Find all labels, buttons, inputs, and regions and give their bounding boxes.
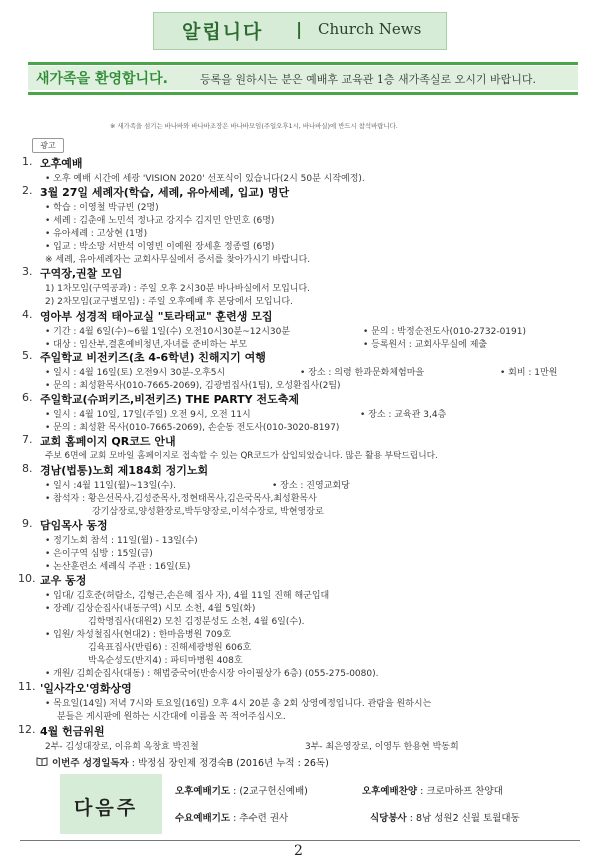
section-title: 오후예배	[40, 157, 83, 170]
section-line: • 장례/ 김상순집사(내동구역) 시모 소천, 4월 5일(화)	[45, 604, 256, 614]
section-line: • 문의 : 최성환 목사(010-7665-2069), 손순동 전도사(010-3020-8197)	[45, 423, 340, 433]
section-line: • 일시 : 4월 16일(토) 오전9시 30분-오후5시	[45, 368, 226, 378]
section-title: 경남(법통)노회 제184회 정기노회	[40, 464, 209, 477]
section-line: 강기삼장로,양성환장로,박두양장로,이석수장로, 박현영장로	[92, 507, 324, 517]
wednesday-prayer-key: 수요예배기도	[175, 813, 231, 824]
section-number: 8.	[22, 462, 33, 475]
section-number: 4.	[22, 308, 33, 321]
afternoon-prayer	[175, 783, 308, 797]
section-line: • 은이구역 심방 : 15일(금)	[45, 549, 153, 559]
section-line: 분들은 게시판에 원하는 시간대에 이름을 꼭 적어주십시오.	[57, 712, 286, 722]
section-line: • 장소 : 진영교회당	[272, 481, 350, 491]
section-line: 2부- 김성대장로, 이유희 옥창효 박진철	[45, 742, 199, 752]
afternoon-praise-key: 오후예배찬양	[362, 786, 418, 797]
section-line: • 개원/ 김희순집사(대동) : 해법중국어(반송시장 아이필상가 6층) (055-275-0080).	[45, 669, 379, 679]
title-separator: |	[296, 20, 303, 40]
banner-rule-bottom	[28, 92, 578, 95]
section-title: 구역장,권찰 모임	[40, 267, 123, 280]
section-line: • 회비 : 1만원	[500, 368, 558, 378]
section-number: 12.	[18, 723, 36, 736]
section-line: • 장소 : 교육관 3,4층	[360, 410, 447, 420]
next-week-label: 다음주	[74, 797, 139, 819]
section-line: • 대상 : 임산부,결혼예비청년,자녀를 준비하는 부모	[45, 340, 248, 350]
section-line: • 목요일(14일) 저녁 7시와 토요일(16일) 오후 4시 20분 총 2회 상영예정입니다. 관람을 원하시는	[45, 699, 432, 709]
footer-rule	[20, 840, 580, 841]
section-number: 9.	[22, 517, 33, 530]
section-line: • 세례 : 김춘애 노민석 정나교 강지수 김지민 안민호 (6명)	[45, 216, 275, 226]
section-line: ※ 세례, 유아세례자는 교회사무실에서 증서를 찾아가시기 바랍니다.	[45, 255, 311, 265]
section-title: 교회 홈페이지 QR코드 안내	[40, 435, 176, 448]
section-line: • 입대/ 김호준(허람소, 김형근,손은혜 집사 자), 4월 11일 진해 해군입대	[45, 591, 330, 601]
section-title: '일사각오'영화상영	[40, 682, 132, 695]
page-number: 2	[294, 843, 303, 859]
section-line: 박옥순성도(반지4) : 파티마병원 408호	[88, 656, 243, 666]
section-line: 김학명집사(대원2) 모친 김정분성도 소천, 4월 6일(수).	[88, 617, 305, 627]
section-number: 5.	[22, 349, 33, 362]
section-number: 11.	[18, 680, 36, 693]
section-line: 김육표집사(반림6) : 진해세광병원 606호	[88, 643, 252, 653]
section-line: • 논산훈련소 세례식 주관 : 16일(토)	[45, 562, 191, 572]
bible-reading-line	[52, 755, 329, 769]
bible-reading-value: : 박정심 장인제 정경숙B (2016년 누적 : 26독)	[131, 758, 329, 769]
section-title: 4월 헌금위원	[40, 725, 105, 738]
section-line: • 오후 예배 시간에 세광 'VISION 2020' 선포식이 있습니다(2시 50분 시작예정).	[45, 174, 365, 184]
ad-badge: 광고	[32, 138, 64, 153]
section-line: • 문의 : 박정순전도사(010-2732-0191)	[363, 327, 526, 337]
welcome-heading: 새가족을 환영합니다.	[36, 71, 168, 87]
meal-service	[370, 810, 520, 824]
section-title: 영아부 성경적 태아교실 "토라태교" 훈련생 모집	[40, 310, 273, 323]
section-line: 2) 2차모임(교구별모임) : 주일 오후예배 후 본당에서 모입니다.	[45, 297, 293, 307]
section-line: • 등록원서 : 교회사무실에 제출	[363, 340, 488, 350]
wednesday-prayer	[175, 810, 288, 824]
afternoon-prayer-value: : (2교구헌신예배)	[233, 786, 308, 797]
section-number: 10.	[18, 572, 36, 585]
section-line: 1) 1차모임(구역공과) : 주일 오후 2시30분 바나바실에서 모입니다.	[45, 284, 311, 294]
section-line: • 참석자 : 황은선목사,김성준목사,정현태목사,김은국목사,최성환목사	[45, 494, 317, 504]
meal-service-value: : 8남 성원2 신월 토월대동	[409, 813, 520, 824]
section-line: 주보 6면에 교회 모바일 홈페이지로 접속할 수 있는 QR코드가 삽입되었습니다. 많은 활용 부탁드립니다.	[45, 451, 438, 461]
section-line: • 입원/ 차성철집사(현대2) : 한마음병원 709호	[45, 630, 232, 640]
bible-reading-label: 이번주 성경일독자	[52, 758, 129, 769]
section-number: 7.	[22, 433, 33, 446]
section-line: • 장소 : 의령 한과문화체험마을	[300, 368, 425, 378]
meal-service-key: 식당봉사	[370, 813, 407, 824]
section-line: • 학습 : 이영철 박규빈 (2명)	[45, 203, 159, 213]
section-line: 3부- 최은영장로, 이영두 한용현 박동희	[305, 742, 459, 752]
section-title: 주일학교 비전키즈(초 4-6학년) 친해지기 여행	[40, 351, 266, 364]
section-line: • 입교 : 박소망 서반석 이영빈 이예원 장세훈 정종렬 (6명)	[45, 242, 275, 252]
afternoon-praise-value: : 크로마하프 찬양대	[420, 786, 503, 797]
section-line: • 일시 :4월 11일(월)~13일(수).	[45, 481, 176, 491]
page-title: 알립니다	[182, 21, 264, 43]
afternoon-praise	[362, 783, 503, 797]
welcome-text: 등록을 원하시는 분은 예배후 교육관 1층 새가족실로 오시기 바랍니다.	[200, 73, 536, 86]
section-line: • 문의 : 최성환목사(010-7665-2069), 김광범집사(1팀), 오성환집사(2팀)	[45, 381, 341, 391]
banner-rule-top	[28, 62, 578, 65]
section-line: • 정기노회 참석 : 11일(월) - 13일(수)	[45, 536, 198, 546]
section-line: • 기간 : 4월 6일(수)~6월 1일(수) 오전10시30분~12시30분	[45, 327, 291, 337]
section-title: 주일학교(슈퍼키즈,비전키즈) THE PARTY 전도축제	[40, 393, 299, 406]
section-line: • 유아세례 : 고상현 (1명)	[45, 229, 148, 239]
section-title: 교우 동정	[40, 574, 87, 587]
section-line: • 일시 : 4월 10일, 17일(주일) 오전 9시, 오전 11시	[45, 410, 251, 420]
barnabas-note: ※ 새가족을 섬기는 바나바와 바나바조장은 바나바모임(주일오후1시, 바나바실)에 반드시 참석바랍니다.	[110, 122, 398, 130]
book-icon	[36, 757, 48, 766]
section-number: 3.	[22, 265, 33, 278]
section-number: 1.	[22, 155, 33, 168]
section-number: 2.	[22, 184, 33, 197]
section-title: 담임목사 동정	[40, 519, 108, 532]
wednesday-prayer-value: : 추수련 권사	[233, 813, 289, 824]
section-title: 3월 27일 세례자(학습, 세례, 유아세례, 입교) 명단	[40, 186, 290, 199]
section-number: 6.	[22, 391, 33, 404]
page-title-english: Church News	[318, 20, 422, 38]
afternoon-prayer-key: 오후예배기도	[175, 786, 231, 797]
